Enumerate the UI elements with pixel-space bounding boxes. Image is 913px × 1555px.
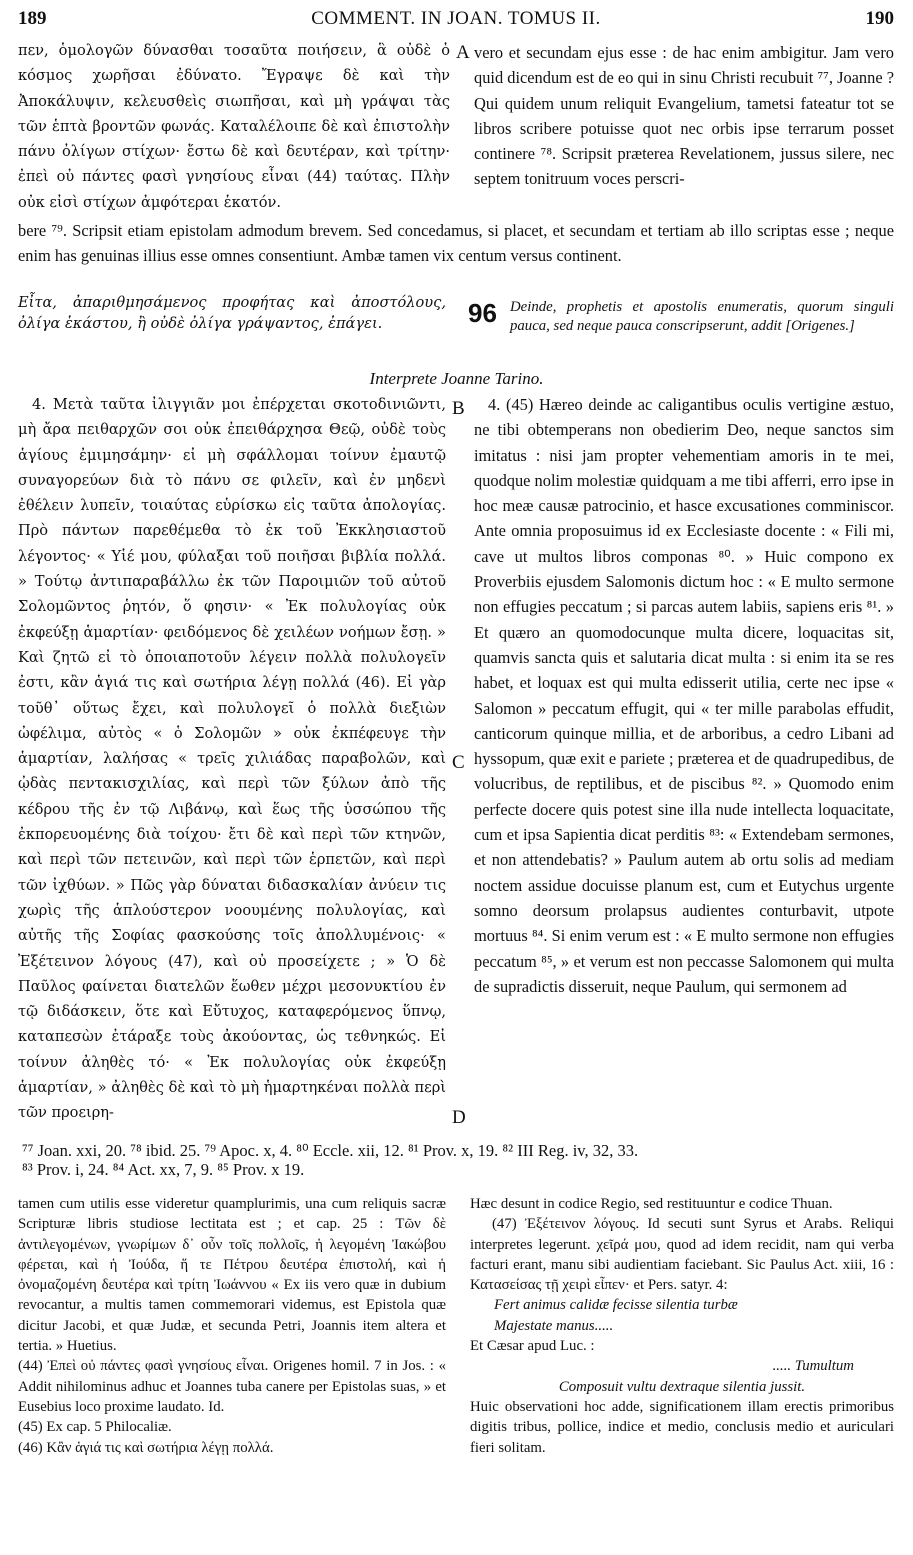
running-header <box>18 8 894 36</box>
page-number-left: 189 <box>18 8 47 29</box>
running-title: COMMENT. IN JOAN. TOMUS II. <box>311 8 601 29</box>
section-number: 96 <box>468 298 497 328</box>
top-latin-column: vero et secundam ejus esse : de hac enim ambigitur. Jam vero quid dicendum est de eo qui in sinu Christi recubuit ⁷⁷, Joanne ? Qui quidem unum reliquit Evangelium, tametsi fateatur tot se libros scribere potuisse quot nec orbis ipse terrarum posset continere ⁷⁸. Scripsit præterea Revelationem, jussus silere, nec septem tonitruum voces perscri- <box>474 43 894 189</box>
note-huetius: tamen cum utilis esse videretur quamplurimis, una cum reliquis sacræ Scripturæ libris studiose lectitata est ; et cap. 25 : Τῶν δὲ ἀντιλεγομένων, γνωρίμων δ᾽ οὖν τοῖς πολλοῖς, ἡ λεγομένη Ἰακώβου φέρεται, καὶ ἡ Ἰούδα, ἥ τε Πέτρου δευτέρα ἐπιστολή, καὶ ἡ ὀνομαζομένη δευτέρα καὶ τρίτη Ἰωάννου « Ex iis vero quæ in dubium revocantur, a multis tamen commemorari videmus, est Epistola quæ dicitur Jacobi, et quæ Judæ, et secunda Petri, Joannis item altera et tertia. » Huetius. <box>18 1196 446 1355</box>
note-47: (47) Ἐξέτεινον λόγους. Id secuti sunt Syrus et Arabs. Reliqui interpretes legerunt. χεῖρά μου, quod ad idem recidit, nam qui verba facturi erant, manu sibi audientiam faciebant. Sic Paulus Act. xiii, 16 : Κατασείσας τῇ χειρὶ εἶπεν· et Pers. satyr. 4: <box>470 1216 894 1294</box>
margin-letter-b: B <box>452 398 465 419</box>
note-46: (46) Κἂν ἁγιά τις καὶ σωτήρια λέγῃ πολλά. <box>18 1439 274 1456</box>
note-caesar: Et Cæsar apud Luc. : <box>470 1338 595 1355</box>
notes-left-column <box>18 1194 446 1458</box>
verse-line-4: Composuit vultu dextraque silentia jussit. <box>558 1378 806 1395</box>
note-codice: Hæc desunt in codice Regio, sed restituuntur e codice Thuan. <box>470 1196 833 1212</box>
main-greek-column: 4. Μετὰ ταῦτα ἰλιγγιᾶν μοι ἐπέρχεται σκοτοδινιῶντι, μὴ ἄρα πειθαρχῶν σοι οὐκ ἐπειθάρχησα Θεῷ, οὐδὲ τοὺς ἁγίους ἐμιμησάμην· εἰ μὴ σφάλλομαι τοίνυν ἐμαυτῷ συναγορεύων διὰ τὸ πάνυ σε φιλεῖν, καὶ ἐν μηδενὶ ἐθέλειν λυπεῖν, τοιαύτας εὑρίσκω εἰς ταῦτα ἀπολογίας. Πρὸ πάντων παρεθέμεθα τὸ ἐκ τοῦ Ἐκκλησιαστοῦ λέγοντος· « Υἱέ μου, φύλαξαι τοῦ ποιῆσαι βιβλία πολλά. » Τούτῳ ἀντιπαραβάλλω ἐκ τῶν Παροιμιῶν τοῦ αὐτοῦ Σολομῶντος ῥητόν, ὅ φησιν· « Ἐκ πολυλογίας οὐκ ἐκφεύξῃ ἁμαρτίαν· φειδόμενος δὲ χειλέων νοήμων ἔσῃ. » Καὶ ζητῶ εἰ τὸ ὁποιαποτοῦν λέγειν πολλὰ πολυλογεῖν ἐστι, κἂν ἁγιά τις καὶ σωτήρια λέγῃ πολλά (46). Εἰ γὰρ τοῦθ᾽ οὕτως ἔχει, καὶ πολυλογεῖ ὁ πολλὰ διεξιὼν ὠφέλιμα, αὐτὸς « ὁ Σολομῶν » οὐκ ἐκπέφευγε τὴν ἁμαρτίαν, λαλήσας « τρεῖς χιλιάδας παραβολῶν, καὶ ᾠδὰς πεντακισχιλίας, καὶ περὶ τῶν ξύλων ἀπὸ τῆς κέδρου τῆς ἐν τῷ Λιβάνῳ, καὶ ἕως τῆς ὑσσώπου τῆς ἐκπορευομένης διὰ τοίχου· ἔτι δὲ καὶ περὶ τῶν κτηνῶν, καὶ περὶ τῶν πετεινῶν, καὶ περὶ τῶν ἑρπετῶν, καὶ περὶ τῶν ἰχθύων. » Πῶς γὰρ δύναται διδασκαλίαν ἀνύειν τις χωρὶς τῆς ἁπλούστερον νοουμένης πολυλογίας, καὶ αὐτῆς τῆς Σοφίας φασκούσης τοῖς ἀπολλυμένοις· « Ἐξέτεινον λόγους (47), καὶ οὐ προσείχετε ; » Ὁ δὲ Παῦλος φαίνεται διατελῶν ἕωθεν μέχρι μεσονυκτίου ἐν τῷ διδάσκειν, ὅτε καὶ Εὔτυχος, καταφερόμενος ὕπνῳ, καταπεσὼν ἐτάραξε τοὺς ἀκούοντας, ὡς τεθνηκώς. Εἰ τοίνυν ἀληθὲς τό· « Ἐκ πολυλογίας οὐκ ἐκφεύξῃ ἁμαρτίαν, » ἀληθὲς δὲ καὶ τὸ μὴ ἡμαρτηκέναι πολλὰ περὶ τῶν προειρη- <box>18 396 446 1122</box>
margin-letter-a: A <box>456 42 470 63</box>
note-observation: Huic observationi hoc adde, significationem illam erectis primoribus digitis tribus, pollice, indice et medio, conclusis medio et auriculari fieri solitam. <box>470 1398 894 1456</box>
margin-letter-d: D <box>452 1107 466 1128</box>
main-latin-column: 4. (45) Hæreo deinde ac caligantibus oculis vertigine æstuo, ne tibi obtemperans non obedierim Deo, neque sanctos sim imitatus : nisi jam propter vehementiam amoris in te mei, quodque nolim molestiæ quidquam a me tibi afferri, erro ipse in hoc meæ causæ patrocinio, et hasce excusationes comminiscor. Ante omnia proposuimus id ex Ecclesiaste docente : « Fili mi, cave ut multos libros componas ⁸⁰. » Huic compono ex Proverbiis ejusdem Salomonis dictum hoc : « E multo sermone non effugies peccatum ; si parcas autem labiis, sapiens eris ⁸¹. » Et quæro an quomodocunque multa dicere, loquacitas sit, quamvis sancta quis et salutaria dicat multa : si enim ita se res habet, et loquax est qui multa edisserit utilia, certe nec ipse « Salomon » peccatum effugit, qui « ter mille parabolas effudit, canticorum quinque millia, et de arboribus, a cedro Libani ad hyssopum, quæ exit e pariete ; præterea et de quadrupedibus, de volucribus, de reptilibus, et de piscibus ⁸². » Quomodo enim perfecte docere quis potest sine illa nude intellecta loquacitate, cum et ipsa Sapientia dicat perditis ⁸³: « Extendebam sermones, et non attendebatis? » Paulum autem ab ortu solis ad mediam noctem assidue docuisse planum est, cum et Eutychus urgente somno deorsum prolapsus audientes conturbavit, utpote mortuus ⁸⁴. Si enim verum est : « E multo sermone non effugies peccatum ⁸⁵, » et verum est non peccasse Salomonem qui multa de supradictis disseruit, neque Paulum, qui sermonem ad <box>474 395 894 996</box>
margin-letter-c: C <box>452 752 465 773</box>
greek-section-heading: Εἶτα, ἀπαριθμησάμενος προφήτας καὶ ἀποστόλους, ὀλίγα ἑκάστου, ἢ οὐδὲ ὀλίγα γράψαντος, ἐπάγει. <box>18 294 446 332</box>
verse-line-1: Fert animus calidæ fecisse silentia turbæ <box>494 1297 738 1314</box>
note-45: (45) Ex cap. 5 Philocaliæ. <box>18 1419 172 1436</box>
footnote-references-line-1: ⁷⁷ Joan. xxi, 20. ⁷⁸ ibid. 25. ⁷⁹ Apoc. x, 4. ⁸⁰ Eccle. xii, 12. ⁸¹ Prov. x, 19. ⁸² III Reg. iv, 32, 33. <box>22 1141 639 1160</box>
top-latin-continuation: bere ⁷⁹. Scripsit etiam epistolam admodum brevem. Sed concedamus, si placet, et secundam et tertiam ab illo scriptas esse ; neque enim has genuinas illius esse omnes consentiunt. Ambæ tamen vix centum versus continent. <box>18 221 894 266</box>
footnote-references-line-2: ⁸³ Prov. i, 24. ⁸⁴ Act. xx, 7, 9. ⁸⁵ Prov. x 19. <box>22 1160 305 1179</box>
interpreter-line: Interprete Joanne Tarino. <box>369 369 544 388</box>
latin-section-heading: Deinde, prophetis et apostolis enumeratis, quorum singuli pauca, sed neque pauca conscripserunt, addit [Origenes.] <box>510 299 894 334</box>
verse-line-2: Majestate manus..... <box>494 1317 614 1334</box>
verse-line-3: ..... Tumultum <box>772 1358 854 1375</box>
note-44: (44) Ἐπεὶ οὐ πάντες φασὶ γνησίους εἶναι. Origenes homil. 7 in Jos. : « Addit nihilominus adhuc et Joannes tuba canere per Epistolas suas, » et Eusebius loco proxime laudato. Id. <box>18 1358 446 1415</box>
page-number-right: 190 <box>865 8 894 29</box>
top-greek-column: πεν, ὁμολογῶν δύνασθαι τοσαῦτα ποιήσειν, ἃ οὐδὲ ὁ κόσμος χωρῆσαι ἐδύνατο. Ἔγραψε δὲ καὶ τὴν Ἀποκάλυψιν, κελευσθεὶς σιωπῆσαι, καὶ μὴ γράψαι τὰς τῶν ἑπτὰ βροντῶν φωνάς. Καταλέλοιπε δὲ καὶ ἐπιστολὴν πάνυ ὀλίγων στίχων· ἔστω δὲ καὶ δευτέραν, καὶ τρίτην· ἐπεὶ οὐ πάντες φασὶ γνησίους εἶναι (44) ταύτας. Πλὴν οὐκ εἰσὶ στίχων ἀμφότεραι ἑκατόν. <box>18 42 450 211</box>
notes-right-column <box>470 1194 894 1458</box>
